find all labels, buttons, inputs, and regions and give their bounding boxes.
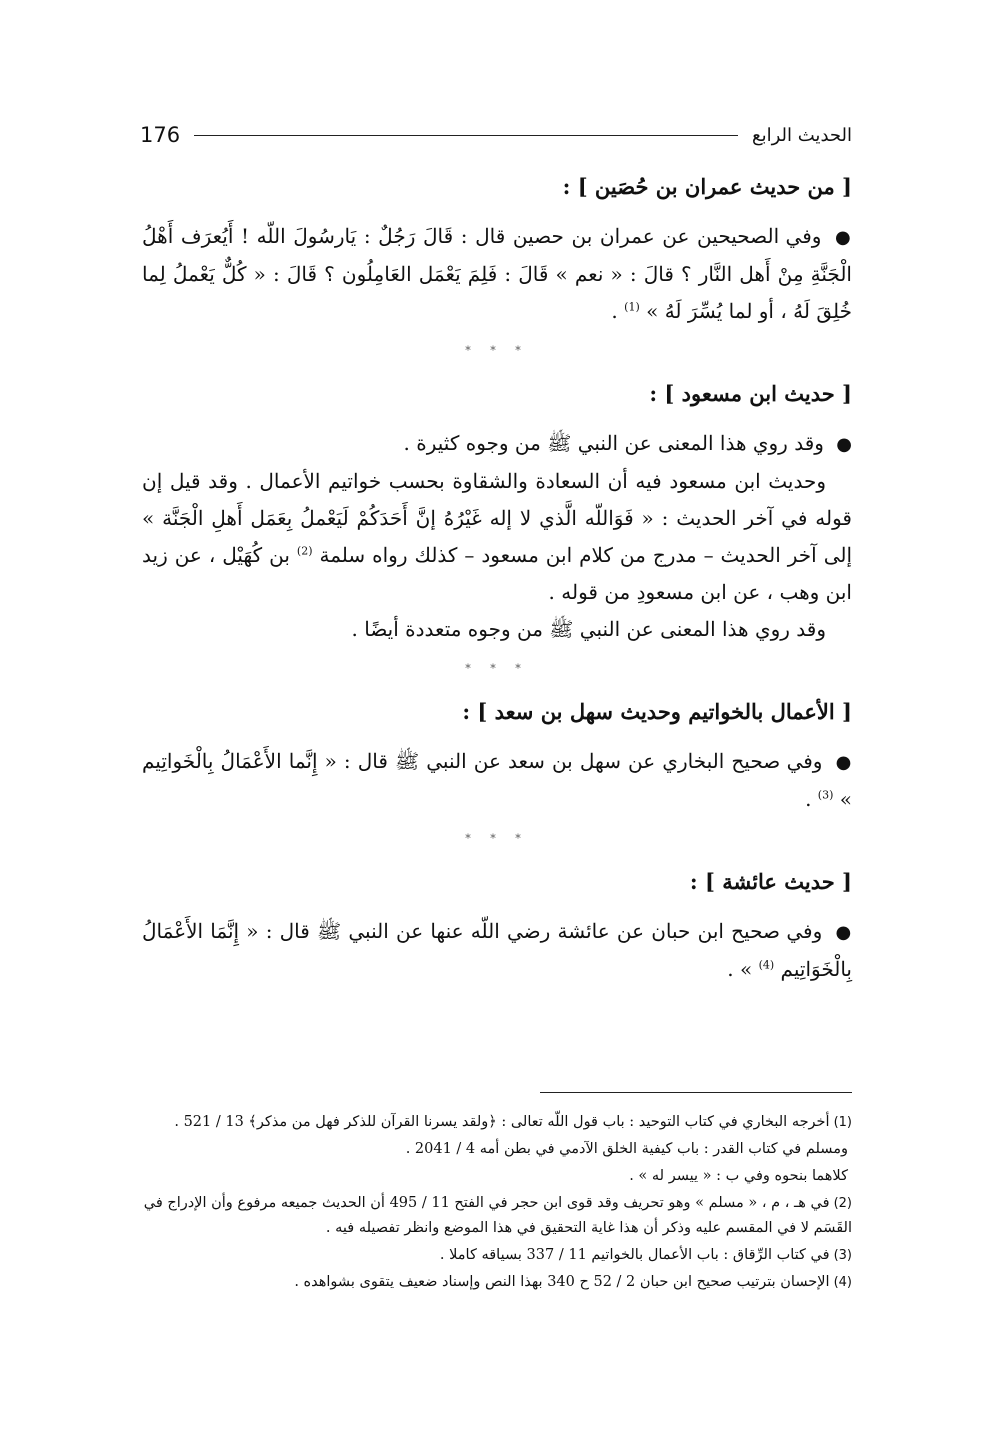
footnote — [142, 1110, 852, 1135]
paragraph-text: وحديث ابن مسعود فيه أن السعادة والشقاوة بحسب خواتيم الأعمال . وقد قيل إن قوله في آخر الحديث : « فَوَاللّه الَّذي لا إله غَيْرُهُ إنَّ أَحَدَكُمْ لَيَعْملُ بِعَمَل أَهلِ الْجَنَّة » إلى آخر الحديث – مدرج من كلام ابن مسعود – كذلك رواه سلمة — [142, 469, 853, 567]
paragraph — [142, 611, 852, 648]
bullet-icon: ● — [836, 434, 852, 455]
footnote — [142, 1164, 852, 1189]
footnote-ref: (4) — [758, 958, 775, 972]
section-separator: * * * — [465, 344, 529, 357]
footnote-number: (1) — [833, 1115, 852, 1130]
section-heading: [ الأعمال بالخواتيم وحديث سهل بن سعد ] : — [462, 699, 852, 724]
running-header — [140, 118, 852, 152]
footnote-ref: (1) — [624, 300, 640, 314]
footnote-text: في كتاب الرِّقاق : باب الأعمال بالخواتيم 11 / 337 بسياقه كاملا . — [439, 1247, 830, 1263]
section-heading: [ حديث عائشة ] : — [689, 869, 852, 894]
paragraph-text: وفي صحيح ابن حبان عن عائشة رضي اللّه عنها عن النبي ﷺ قال : « إِنَّمَا الأَعْمَالُ بِالْخَوَاتِيم — [142, 919, 852, 981]
section-heading: [ من حديث عمران بن حُصَين ] : — [562, 174, 852, 199]
footnote-number: (3) — [833, 1248, 852, 1263]
paragraph — [142, 913, 852, 988]
paragraph — [142, 218, 852, 330]
section-heading: [ حديث ابن مسعود ] : — [649, 381, 852, 406]
page-number: 176 — [140, 123, 181, 147]
paragraph — [142, 425, 852, 463]
bullet-icon: ● — [835, 922, 853, 943]
paragraph-text: وقد روي هذا المعنى عن النبي ﷺ من وجوه كثيرة . — [403, 431, 824, 455]
paragraph-text: وقد روي هذا المعنى عن النبي ﷺ من وجوه متعددة أيضًا . — [351, 617, 826, 641]
paragraph — [142, 463, 852, 611]
paragraph — [142, 743, 852, 818]
footnote-rule — [540, 1092, 852, 1093]
paragraph-text: وفي صحيح البخاري عن سهل بن سعد عن النبي ﷺ قال : « إِنَّما الأَعْمَالُ بِالْخَواتِيم » — [142, 749, 852, 811]
paragraph-tail: » . — [727, 957, 753, 981]
section-separator: * * * — [465, 662, 529, 675]
footnote-text: أخرجه البخاري في كتاب التوحيد : باب قول اللّه تعالى : ﴿ولقد يسرنا القرآن للذكر فهل من مذكر﴾ 13 / 521 . — [174, 1114, 830, 1130]
bullet-icon: ● — [835, 227, 853, 248]
footnotes — [142, 1110, 852, 1297]
bullet-icon: ● — [835, 752, 852, 773]
section-separator: * * * — [465, 832, 529, 845]
paragraph-tail: . — [611, 299, 618, 323]
paragraph-tail: . — [805, 787, 812, 811]
footnote-number: (2) — [833, 1196, 852, 1211]
footnote-text: الإحسان بترتيب صحيح ابن حبان 2 / 52 ح 340 بهذا النص وإسناد ضعيف يتقوى بشواهده . — [294, 1274, 830, 1290]
header-rule — [194, 135, 738, 136]
footnote — [142, 1137, 852, 1162]
footnote-text: كلاهما بنحوه وفي ب : « ييسر له » . — [629, 1168, 848, 1184]
footnote — [142, 1270, 852, 1295]
paragraph-tail: بن كُهَيْل ، عن زيد ابن وهب ، عن ابن مسعودِ من قوله . — [142, 543, 852, 604]
footnote-text: في هـ ، م ، « مسلم » وهو تحريف وقد قوى ابن حجر في الفتح 11 / 495 أن الحديث جميعه مرفوع وأن الإدراج في القَسَم لا في المقسم عليه وذكر أن هذا غاية التحقيق في هذا الموضع وانظر تفصيله فيه . — [143, 1195, 852, 1236]
footnote — [142, 1243, 852, 1268]
footnote-text: ومسلم في كتاب القدر : باب كيفية الخلق الآدمي في بطن أمه 4 / 2041 . — [405, 1141, 848, 1157]
paragraph-text: وفي الصحيحين عن عمران بن حصين قال : قَالَ رَجُلٌ : يَارسُولَ اللّه ! أَيُعرَف أَهْلُ الْجَنَّةِ مِنْ أَهل النَّار ؟ قالَ : « نعم » قَالَ : فَلِمَ يَعْمَل العَامِلُون ؟ قَالَ : « كُلٌّ يَعْملُ لِما خُلِقَ لَهُ ، أو لما يُسِّرَ لَهُ » — [142, 224, 852, 323]
footnote — [142, 1191, 852, 1241]
section-title: الحديث الرابع — [752, 124, 852, 146]
main-text — [142, 170, 852, 988]
footnote-number: (4) — [833, 1275, 852, 1290]
footnote-ref: (2) — [296, 544, 313, 558]
footnote-ref: (3) — [817, 788, 834, 802]
